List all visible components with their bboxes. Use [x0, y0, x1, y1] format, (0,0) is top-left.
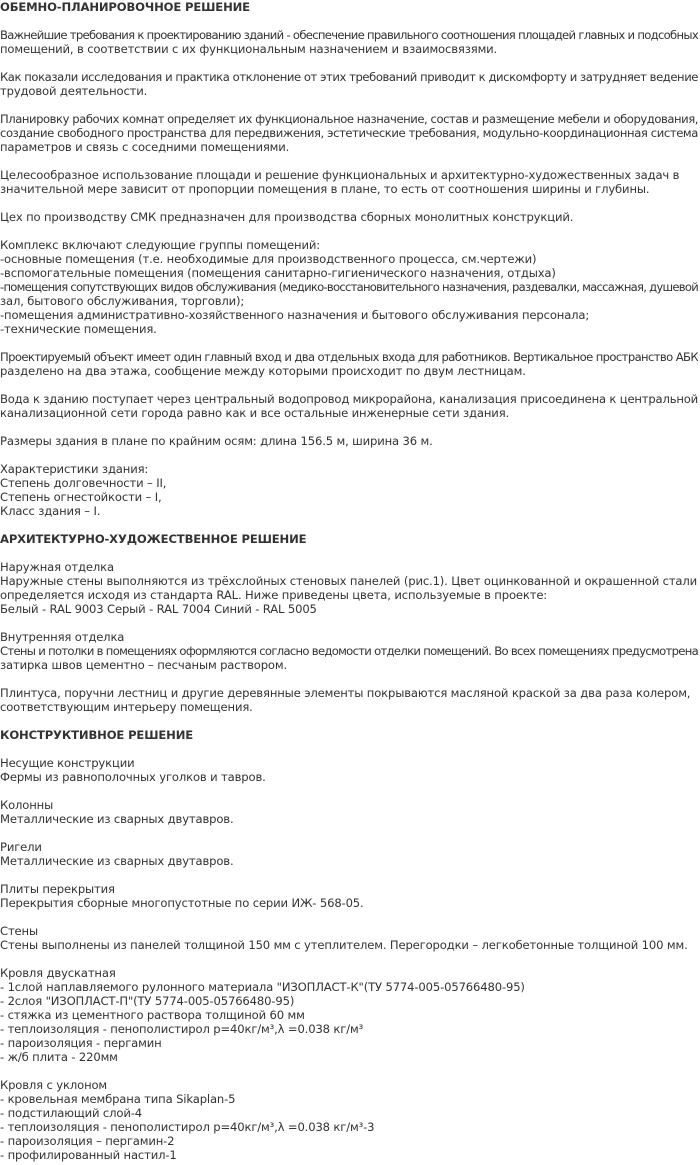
text-line: значительной мере зависит от пропорции помещения в плане, то есть от соотношения ширины и глубины. [0, 182, 650, 196]
text-line: - пароизоляция – пергамин-2 [0, 1134, 175, 1148]
paragraph [0, 462, 700, 518]
text-line: Наружная отделка [0, 560, 114, 574]
text-line: Планировку рабочих комнат определяет их функциональное назначение, состав и размещение мебели и оборудования, [0, 112, 698, 126]
paragraph [0, 168, 700, 196]
text-line: Наружные стены выполняются из трёхслойных стеновых панелей (рис.1). Цвет оцинкованной и окрашенной стали [0, 574, 698, 588]
paragraph-spacer [0, 518, 700, 532]
text-line: Характеристики здания: [0, 462, 149, 476]
text-line: Важнейшие требования к проектированию зданий - обеспечение правильного соотношения площадей главных и подсобных [0, 28, 698, 42]
text-line: Металлические из сварных двутавров. [0, 854, 234, 868]
text-line: - подстилающий слой-4 [0, 1106, 142, 1120]
paragraph-spacer [0, 378, 700, 392]
text-line: Как показали исследования и практика отклонение от этих требований приводит к дискомфорту и затрудняет ведение [0, 70, 698, 84]
paragraph [0, 1078, 700, 1162]
text-line: Ригели [0, 840, 42, 854]
paragraph [0, 392, 700, 420]
text-line: Стены выполнены из панелей толщиной 150 мм с утеплителем. Перегородки – легкобетонные толщиной 100 мм. [0, 938, 688, 952]
paragraph-spacer [0, 714, 700, 728]
paragraph [0, 434, 700, 448]
section-heading: КОНСТРУКТИВНОЕ РЕШЕНИЕ [0, 728, 194, 742]
text-line: трудовой деятельности. [0, 84, 148, 98]
text-line: Несущие конструкции [0, 756, 135, 770]
paragraph-spacer [0, 56, 700, 70]
paragraph [0, 882, 700, 910]
paragraph-spacer [0, 826, 700, 840]
text-line: - пароизоляция - пергамин [0, 1036, 162, 1050]
paragraph-spacer [0, 784, 700, 798]
paragraph [0, 924, 700, 952]
paragraph [0, 350, 700, 378]
text-line: Степень огнестойкости – I, [0, 490, 162, 504]
text-line: Степень долговечности – II, [0, 476, 167, 490]
text-line: - стяжка из цементного раствора толщиной 60 мм [0, 1008, 305, 1022]
section-heading: АРХИТЕКТУРНО-ХУДОЖЕСТВЕННОЕ РЕШЕНИЕ [0, 532, 307, 546]
paragraph-spacer [0, 616, 700, 630]
paragraph [0, 210, 700, 224]
text-line: - 1слой наплавляемого рулонного материала "ИЗОПЛАСТ-К"(ТУ 5774-005-05766480-95) [0, 980, 525, 994]
paragraph [0, 798, 700, 826]
paragraph-spacer [0, 672, 700, 686]
text-line: Колонны [0, 798, 54, 812]
text-line: - 2слоя "ИЗОПЛАСТ-П"(ТУ 5774-005-05766480-95) [0, 994, 295, 1008]
text-line: создание свободного пространства для передвижения, эстетические требования, модульно-координационная система [0, 126, 698, 140]
text-line: Внутренняя отделка [0, 630, 125, 644]
text-line: -помещения административно-хозяйственного назначения и бытового обслуживания персонала; [0, 308, 590, 322]
text-line: Стены [0, 924, 38, 938]
paragraph-spacer [0, 868, 700, 882]
paragraph-spacer [0, 196, 700, 210]
text-line: Перекрытия сборные многопустотные по серии ИЖ- 568-05. [0, 896, 364, 910]
text-line: Комплекс включают следующие группы помещений: [0, 238, 320, 252]
paragraph-spacer [0, 910, 700, 924]
text-line: Стены и потолки в помещениях оформляются согласно ведомости отделки помещений. Во всех помещениях предусмотрена [0, 644, 698, 658]
text-line: -технические помещения. [0, 322, 157, 336]
paragraph-spacer [0, 420, 700, 434]
text-line: Кровля с уклоном [0, 1078, 108, 1092]
text-line: Плиты перекрытия [0, 882, 115, 896]
paragraph [0, 840, 700, 868]
text-line: затирка швов цементно – песчаным раствором. [0, 658, 288, 672]
paragraph-spacer [0, 546, 700, 560]
paragraph-spacer [0, 98, 700, 112]
text-line: Цех по производству СМК предназначен для производства сборных монолитных конструкций. [0, 210, 574, 224]
paragraph-spacer [0, 336, 700, 350]
paragraph-spacer [0, 154, 700, 168]
text-line: -вспомогательные помещения (помещения санитарно-гигиенического назначения, отдыха) [0, 266, 556, 280]
paragraph [0, 686, 700, 714]
paragraph-spacer [0, 742, 700, 756]
paragraph [0, 238, 700, 336]
paragraph [0, 112, 700, 154]
text-line: соответствующим интерьеру помещения. [0, 700, 253, 714]
text-line: Фермы из равнополочных уголков и тавров. [0, 770, 266, 784]
text-line: Проектируемый объект имеет один главный вход и два отдельных входа для работников. Вертикальное пространство АБК [0, 350, 698, 364]
text-line: зал, бытового обслуживания, торговли); [0, 294, 245, 308]
text-line: -помещения сопутствующих видов обслуживания (медико-восстановительного назначения, раздевалки, массажная, душевой [0, 280, 698, 294]
paragraph [0, 756, 700, 784]
paragraph [0, 28, 700, 56]
paragraph-spacer [0, 224, 700, 238]
text-line: Класс здания – I. [0, 504, 101, 518]
text-line: Размеры здания в плане по крайним осям: длина 156.5 м, ширина 36 м. [0, 434, 433, 448]
paragraph-spacer [0, 448, 700, 462]
paragraph-spacer [0, 1064, 700, 1078]
paragraph [0, 630, 700, 672]
text-line: - кровельная мембрана типа Sikaplan-5 [0, 1092, 236, 1106]
paragraph [0, 966, 700, 1064]
paragraph-spacer [0, 952, 700, 966]
text-line: Металлические из сварных двутавров. [0, 812, 234, 826]
text-line: - теплоизоляция - пенополистирол р=40кг/м³,λ =0.038 кг/м³ [0, 1022, 364, 1036]
text-line: параметров и связь с соседними помещениями. [0, 140, 290, 154]
text-line: определяется исходя из стандарта RAL. Ниже приведены цвета, используемые в проекте: [0, 588, 548, 602]
paragraph-spacer [0, 14, 700, 28]
paragraph [0, 560, 700, 616]
text-line: Вода к зданию поступает через центральный водопровод микрорайона, канализация присоединена к центральной [0, 392, 698, 406]
text-line: - ж/б плита - 220мм [0, 1050, 118, 1064]
text-line: Целесообразное использование площади и решение функциональных и архитектурно-художественных задач в [0, 168, 680, 182]
text-line: -основные помещения (т.е. необходимые для производственного процесса, см.чертежи) [0, 252, 537, 266]
text-line: - теплоизоляция - пенополистирол р=40кг/м³,λ =0.038 кг/м³-3 [0, 1120, 375, 1134]
text-line: - профилированный настил-1 [0, 1148, 177, 1162]
section-heading: ОБЕМНО-ПЛАНИРОВОЧНОЕ РЕШЕНИЕ [0, 0, 250, 14]
text-line: Кровля двускатная [0, 966, 116, 980]
text-line: канализационной сети города равно как и все остальные инженерные сети здания. [0, 406, 510, 420]
text-line: разделено на два этажа, сообщение между которыми происходит по двум лестницам. [0, 364, 526, 378]
text-line: помещений, в соответствии с их функциональным назначением и взаимосвязями. [0, 42, 498, 56]
text-line: Плинтуса, поручни лестниц и другие деревянные элементы покрываются масляной краской за два раза колером, [0, 686, 691, 700]
text-line: Белый - RAL 9003 Серый - RAL 7004 Синий - RAL 5005 [0, 602, 317, 616]
paragraph [0, 70, 700, 98]
